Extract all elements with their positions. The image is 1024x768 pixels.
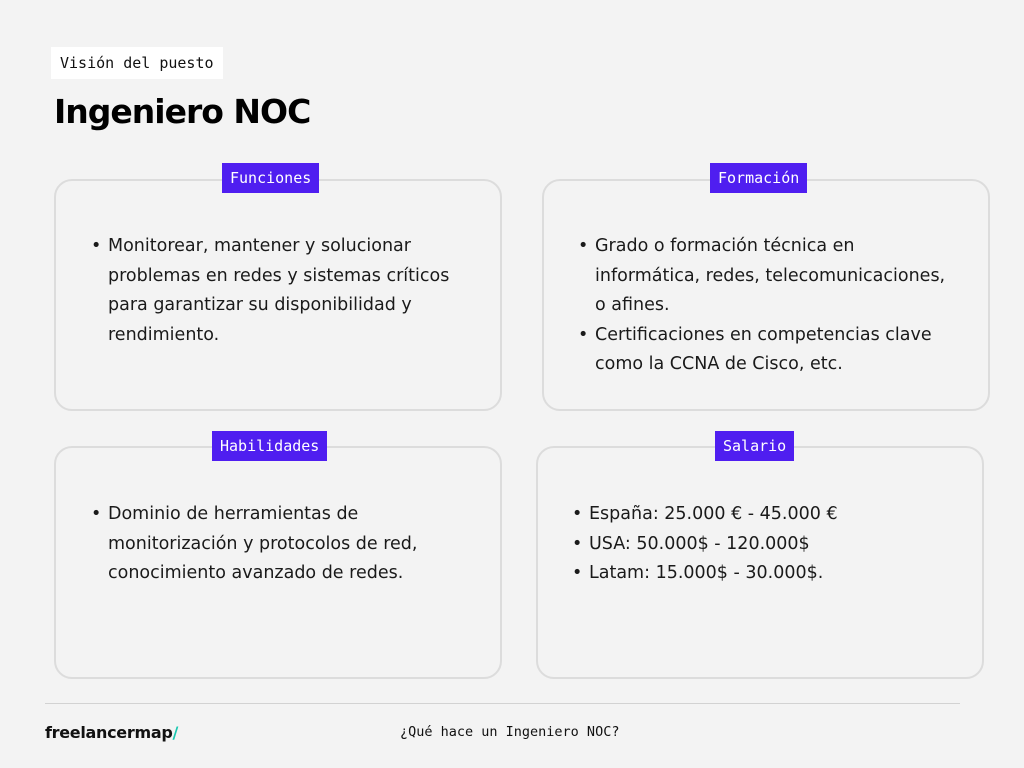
footer-caption: ¿Qué hace un Ingeniero NOC? — [400, 724, 620, 740]
bullet-icon: • — [91, 504, 102, 524]
brand-name: freelancermap — [45, 723, 173, 742]
list-item-text: España: 25.000 € - 45.000 € — [589, 504, 838, 524]
bullet-icon: • — [572, 504, 583, 524]
list-item-text: Certificaciones en competencias clave como la CCNA de Cisco, etc. — [595, 324, 932, 374]
list-item-text: Monitorear, mantener y solucionar problemas en redes y sistemas críticos para garantizar su disponibilidad y rendimiento. — [108, 236, 450, 345]
card-list-funciones — [91, 232, 476, 350]
list-item-text: Dominio de herramientas de monitorización y protocolos de red, conocimiento avanzado de redes. — [108, 504, 418, 583]
list-item — [578, 321, 960, 380]
list-item — [572, 530, 962, 560]
list-item — [91, 500, 481, 589]
bullet-icon: • — [572, 533, 583, 554]
brand-logo[interactable] — [45, 723, 178, 742]
card-list-habilidades — [91, 500, 481, 589]
card-label-habilidades: Habilidades — [212, 431, 327, 461]
list-item — [91, 232, 476, 350]
card-label-funciones: Funciones — [222, 163, 319, 193]
list-item — [572, 559, 962, 589]
bullet-icon: • — [91, 236, 102, 256]
bullet-icon: • — [578, 324, 589, 345]
bullet-icon: • — [578, 236, 589, 256]
card-label-formacion: Formación — [710, 163, 807, 193]
section-kicker: Visión del puesto — [51, 47, 223, 79]
card-list-formacion — [578, 232, 960, 380]
card-list-salario — [572, 500, 962, 589]
list-item — [572, 500, 962, 530]
page-title: Ingeniero NOC — [54, 92, 311, 131]
footer-divider — [45, 703, 960, 704]
brand-slash-icon: / — [172, 723, 179, 742]
list-item-text: Latam: 15.000$ - 30.000$. — [589, 563, 824, 583]
list-item — [578, 232, 960, 321]
list-item-text: USA: 50.000$ - 120.000$ — [589, 533, 810, 554]
list-item-text: Grado o formación técnica en informática, redes, telecomunicaciones, o afines. — [595, 236, 946, 315]
card-label-salario: Salario — [715, 431, 794, 461]
bullet-icon: • — [572, 563, 583, 583]
